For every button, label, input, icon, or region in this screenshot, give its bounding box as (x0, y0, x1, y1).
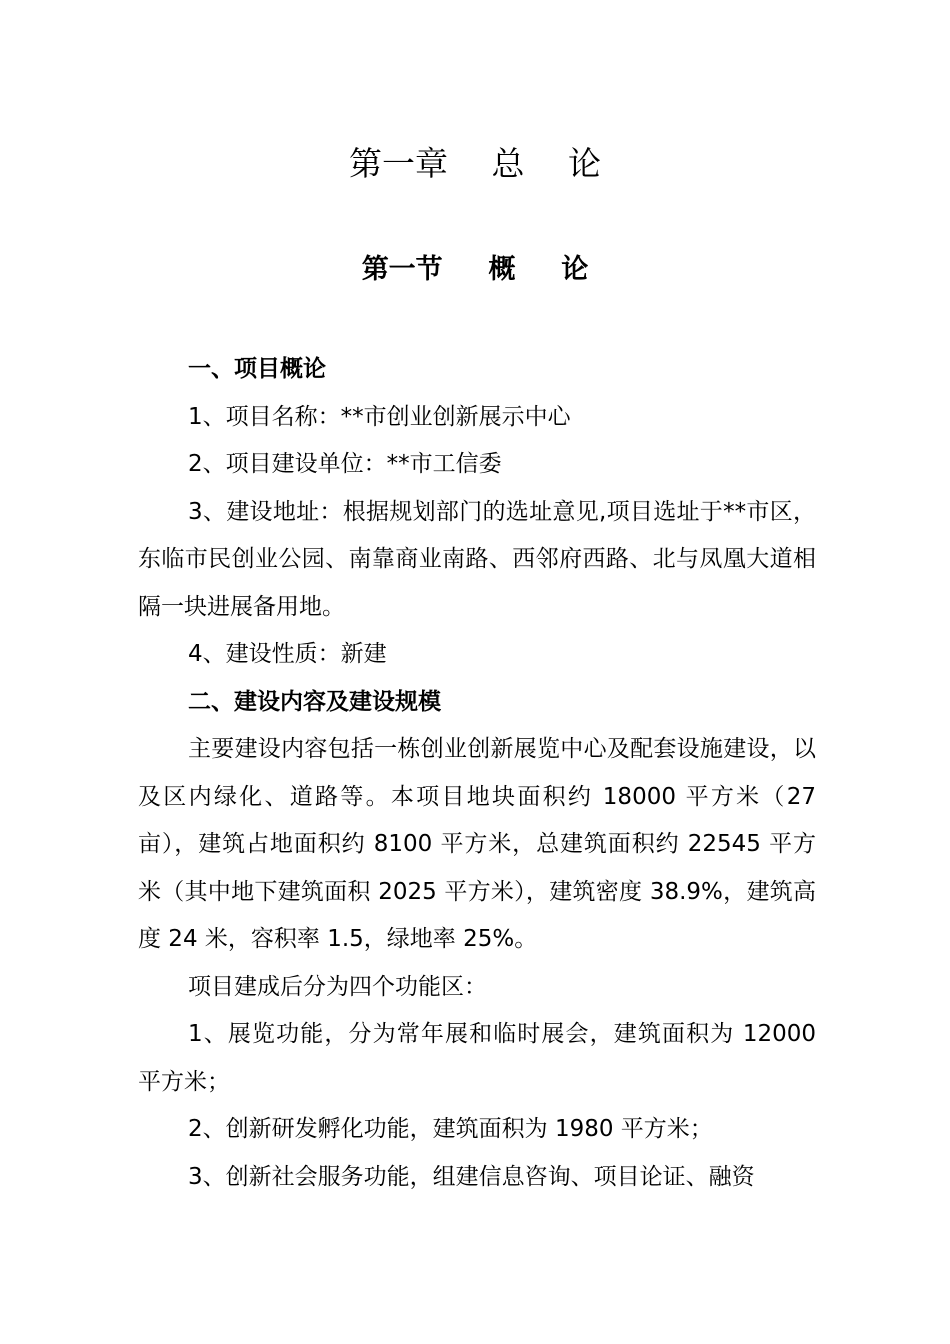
document-body (138, 346, 816, 1201)
section-title: 第一节 概 论 (361, 254, 589, 285)
paragraph-project-name: 1、项目名称：**市创业创新展示中心 (188, 403, 571, 430)
paragraph-functional-zones-intro: 项目建成后分为四个功能区： (188, 973, 487, 1000)
paragraph-project-address: 3、建设地址：根据规划部门的选址意见,项目选址于**市区，东临市民创业公园、南靠商业南路、西邻府西路、北与凤凰大道相隔一块进展备用地。 (138, 498, 816, 620)
paragraph-zone-social-service: 3、创新社会服务功能，组建信息咨询、项目论证、融资 (188, 1163, 755, 1190)
chapter-title: 第一章 总 论 (349, 144, 601, 183)
paragraph-construction-content: 主要建设内容包括一栋创业创新展览中心及配套设施建设，以及区内绿化、道路等。本项目地块面积约 18000 平方米（27 亩），建筑占地面积约 8100 平方米，总建筑面积约 22545 平方米（其中地下建筑面积 2025 平方米），建筑密度 38.9%，建筑高度 24 米，容积率 1.5，绿地率 25%。 (138, 736, 816, 952)
heading-construction-scope: 二、建设内容及建设规模 (188, 688, 441, 715)
paragraph-zone-exhibition: 1、展览功能，分为常年展和临时展会，建筑面积为 12000 平方米； (138, 1021, 816, 1095)
paragraph-project-owner: 2、项目建设单位：**市工信委 (188, 451, 502, 477)
paragraph-construction-nature: 4、建设性质：新建 (188, 641, 387, 667)
heading-project-overview: 一、项目概论 (188, 356, 326, 382)
paragraph-zone-incubation: 2、创新研发孵化功能，建筑面积为 1980 平方米； (188, 1116, 713, 1142)
